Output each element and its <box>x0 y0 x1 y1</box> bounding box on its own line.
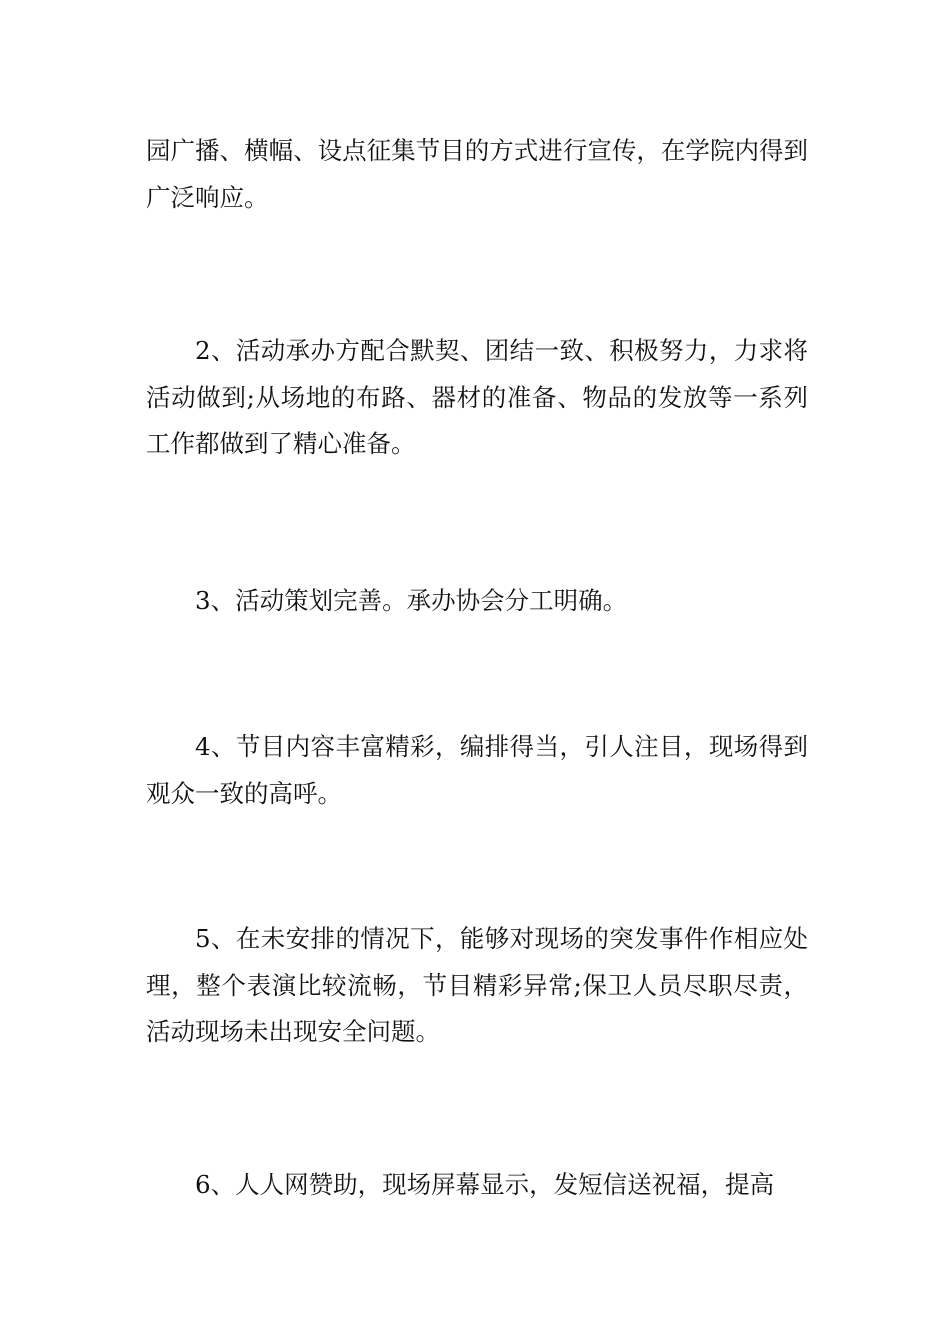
paragraph-continuation: 园广播、横幅、设点征集节目的方式进行宣传，在学院内得到广泛响应。 <box>146 136 808 212</box>
paragraph-item-6: 6、人人网赞助，现场屏幕显示，发短信送祝福，提高 <box>195 1170 775 1199</box>
paragraph-item-3: 3、活动策划完善。承办协会分工明确。 <box>195 586 628 615</box>
paragraph-item-2: 2、活动承办方配合默契、团结一致、积极努力，力求将活动做到;从场地的布路、器材的准备、物品的发放等一系列工作都做到了精心准备。 <box>146 336 808 458</box>
paragraph-item-5: 5、在未安排的情况下，能够对现场的突发事件作相应处理，整个表演比较流畅，节目精彩异常;保卫人员尽职尽责，活动现场未出现安全问题。 <box>146 924 808 1046</box>
paragraph-item-4: 4、节目内容丰富精彩，编排得当，引人注目，现场得到观众一致的高呼。 <box>146 732 808 808</box>
